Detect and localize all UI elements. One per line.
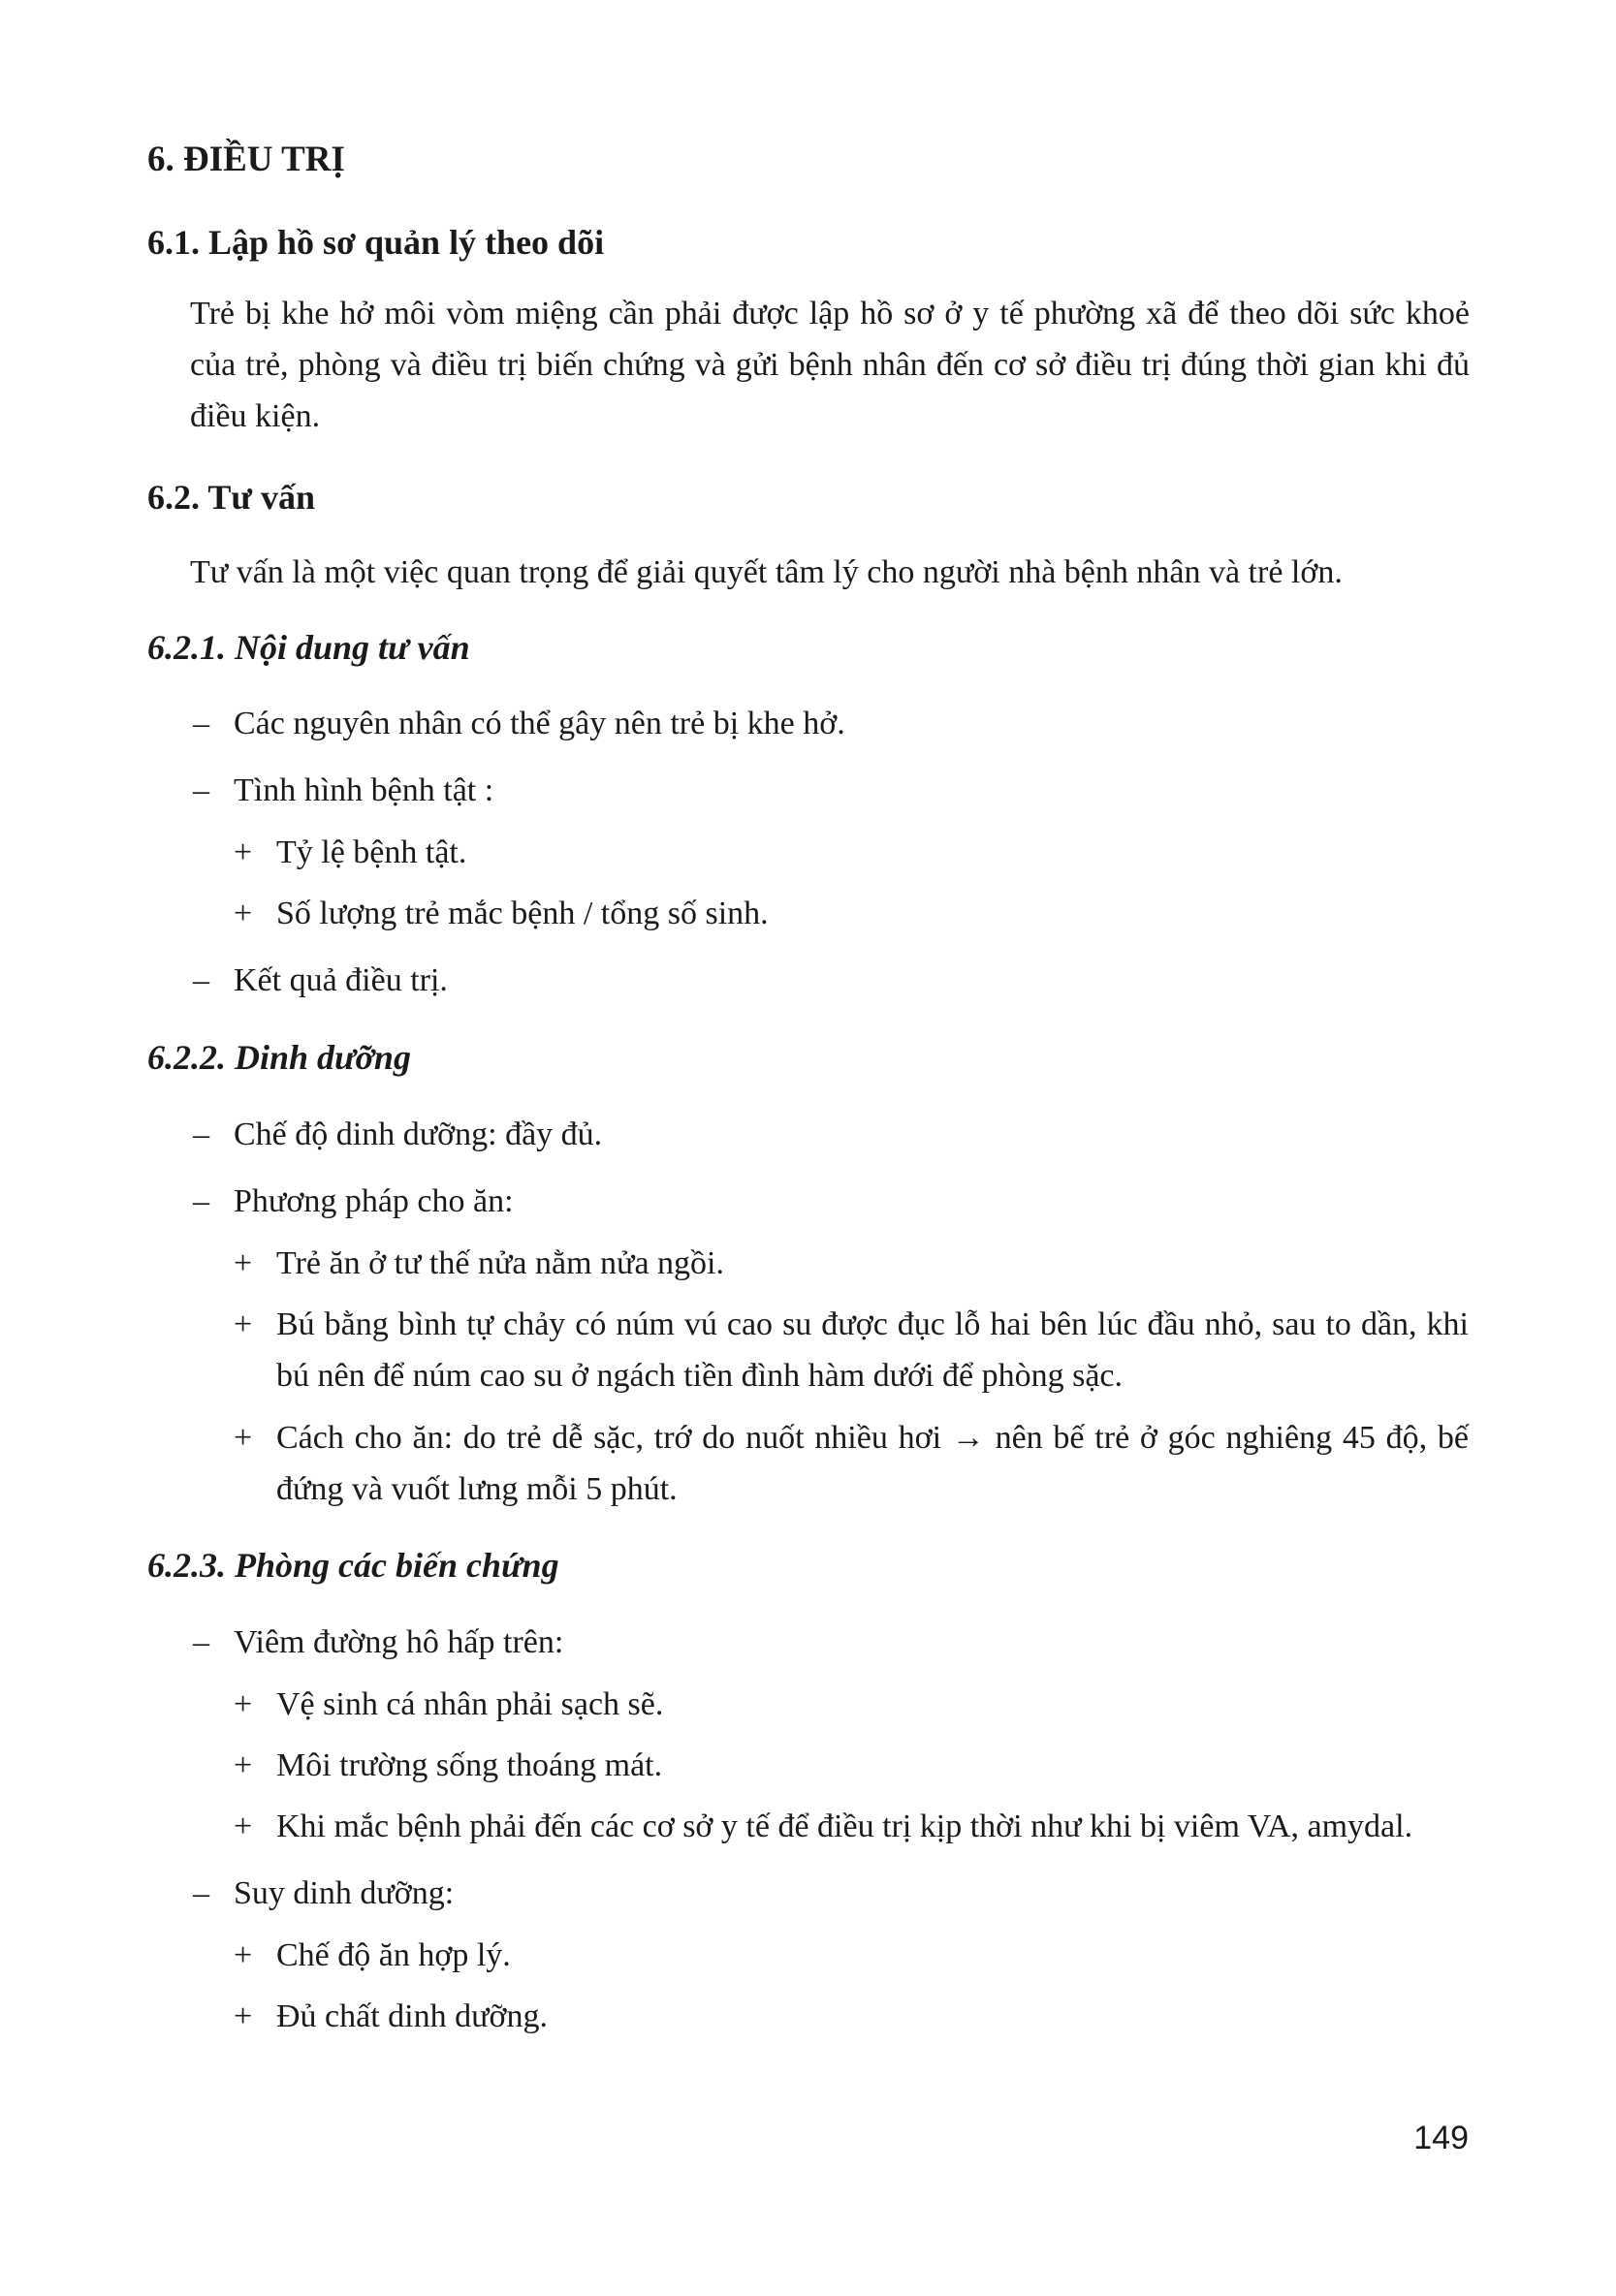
list-item-text: Kết quả điều trị. <box>234 962 448 998</box>
list-item-text: Bú bằng bình tự chảy có núm vú cao su được đục lỗ hai bên lúc đầu nhỏ, sau to dần, khi bú nên để núm cao su ở ngách tiền đình hàm dưới để phòng sặc. <box>276 1306 1469 1394</box>
dash-marker: – <box>193 1624 209 1660</box>
list-item <box>234 1299 1469 1401</box>
plus-marker: + <box>234 1306 253 1342</box>
list-item <box>193 765 1465 816</box>
list-item-text: Khi mắc bệnh phải đến các cơ sở y tế để điều trị kịp thời như khi bị viêm VA, amydal. <box>276 1808 1413 1844</box>
list-item <box>234 1991 1469 2042</box>
list-item-text: Tỷ lệ bệnh tật. <box>276 834 467 870</box>
plus-marker: + <box>234 1747 253 1783</box>
list-item <box>193 955 1465 1006</box>
list-item-text: Tình hình bệnh tật : <box>234 772 494 808</box>
heading-6-2-2: 6.2.2. Dinh dưỡng <box>147 1038 411 1077</box>
list-item <box>234 1740 1469 1791</box>
list-item-text: Số lượng trẻ mắc bệnh / tổng số sinh. <box>276 896 769 931</box>
dash-marker: – <box>193 706 209 741</box>
list-item <box>193 1868 1465 1919</box>
list-item-text: Trẻ ăn ở tư thế nửa nằm nửa ngồi. <box>276 1245 724 1281</box>
list-item-text: Phương pháp cho ăn: <box>234 1183 514 1219</box>
list-item <box>234 1679 1469 1730</box>
heading-6-2-1: 6.2.1. Nội dung tư vấn <box>147 628 470 667</box>
list-item-text: Chế độ ăn hợp lý. <box>276 1937 511 1973</box>
plus-marker: + <box>234 834 253 870</box>
dash-marker: – <box>193 772 209 808</box>
list-item <box>234 1930 1469 1981</box>
dash-marker: – <box>193 1117 209 1152</box>
list-item <box>234 1801 1469 1852</box>
list-item <box>193 1176 1465 1227</box>
list-item <box>193 1109 1465 1160</box>
plus-marker: + <box>234 1937 253 1973</box>
plus-marker: + <box>234 896 253 931</box>
page-number: 149 <box>1413 2120 1469 2156</box>
list-item <box>234 827 1469 878</box>
list-item-text: Suy dinh dưỡng: <box>234 1875 455 1911</box>
plus-marker: + <box>234 1686 253 1722</box>
list-item-text: Các nguyên nhân có thể gây nên trẻ bị khe hở. <box>234 706 845 741</box>
list-item <box>234 888 1469 939</box>
list-item-text: Chế độ dinh dưỡng: đầy đủ. <box>234 1117 603 1152</box>
dash-marker: – <box>193 1875 209 1911</box>
heading-6-2: 6.2. Tư vấn <box>147 478 315 517</box>
plus-marker: + <box>234 1420 253 1456</box>
list-item-text: Vệ sinh cá nhân phải sạch sẽ. <box>276 1686 664 1722</box>
list-item-text: Đủ chất dinh dưỡng. <box>276 1998 549 2034</box>
plus-marker: + <box>234 1245 253 1281</box>
paragraph-6-1: Trẻ bị khe hở môi vòm miệng cần phải được lập hồ sơ ở y tế phường xã để theo dõi sức khoẻ của trẻ, phòng và điều trị biến chứng và gửi bệnh nhân đến cơ sở điều trị đúng thời gian khi đủ điều kiện. <box>190 296 1470 434</box>
list-item-text: Môi trường sống thoáng mát. <box>276 1747 663 1783</box>
section-title: 6. ĐIỀU TRỊ <box>147 140 345 179</box>
plus-marker: + <box>234 1998 253 2034</box>
list-item <box>193 698 1465 749</box>
paragraph-6-2: Tư vấn là một việc quan trọng để giải quyết tâm lý cho người nhà bệnh nhân và trẻ lớn. <box>190 554 1343 590</box>
dash-marker: – <box>193 962 209 998</box>
list-item <box>234 1238 1469 1289</box>
list-item-text: Viêm đường hô hấp trên: <box>234 1624 564 1660</box>
dash-marker: – <box>193 1183 209 1219</box>
heading-6-2-3: 6.2.3. Phòng các biến chứng <box>147 1546 559 1585</box>
list-item-text: Cách cho ăn: do trẻ dễ sặc, trớ do nuốt nhiều hơi → nên bế trẻ ở góc nghiêng 45 độ, bế đứng và vuốt lưng mỗi 5 phút. <box>276 1420 1469 1507</box>
heading-6-1: 6.1. Lập hồ sơ quản lý theo dõi <box>147 223 605 262</box>
list-item <box>193 1617 1465 1668</box>
list-item <box>234 1412 1469 1515</box>
plus-marker: + <box>234 1808 253 1844</box>
